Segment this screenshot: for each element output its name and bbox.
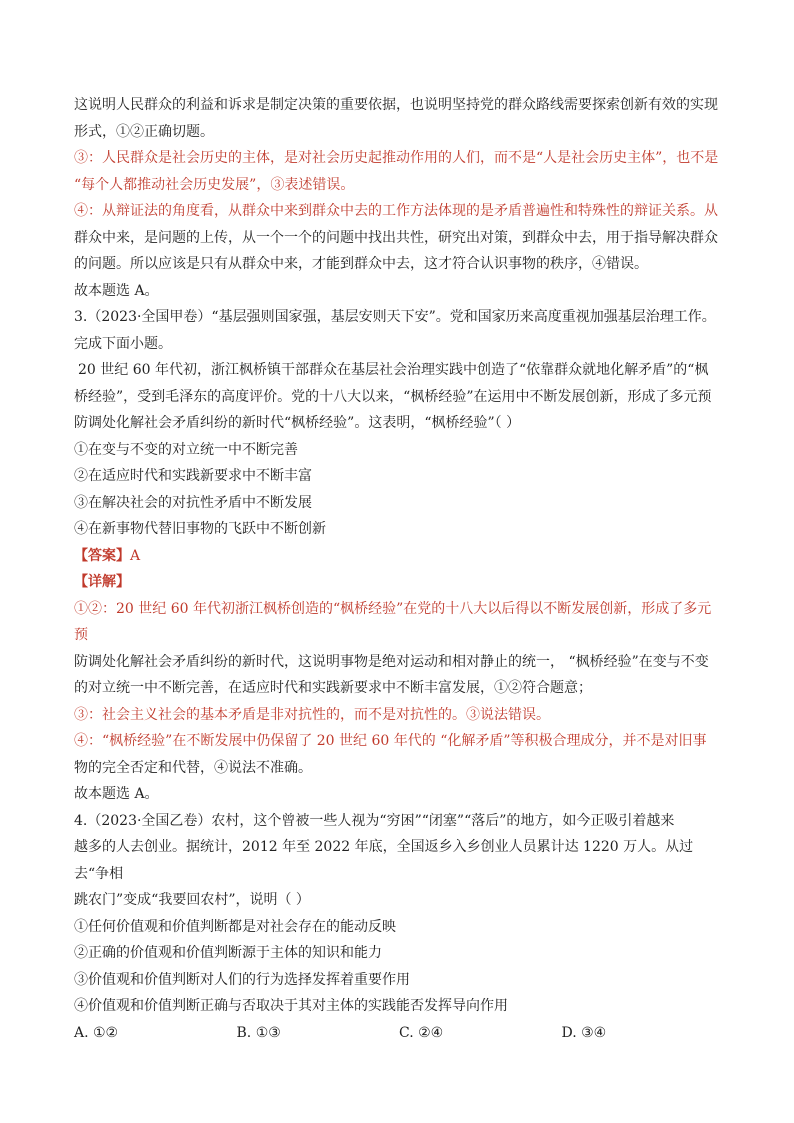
q3-detail-item4-line: 物的完全否定和代替，④说法不准确。 [74,759,312,776]
q3-detail-item3: ③：社会主义社会的基本矛盾是非对抗性的，而不是对抗性的。③说法错误。 [74,706,550,723]
q4-choices [74,1020,724,1047]
prev-item4-line: ④：从辩证法的角度看，从群众中来到群众中去的工作方法体现的是矛盾普遍性和特殊性的辩证关系。从 [74,203,718,219]
answer-label: 【答案】 [74,547,130,564]
detail-label: 【详解】 [74,574,130,590]
q4-option: ③价值观和价值判断对人们的行为选择发挥着重要作用 [74,971,410,988]
q4-title-line: 跳农门”变成“我要回农村”，说明（ ） [74,892,310,908]
q3-title-line: 完成下面小题。 [74,335,172,352]
q4-title-line: 4.（2023·全国乙卷）农村，这个曾被一些人视为“穷困”“闭塞”“落后”的地方，如今正吸引着越来 [74,812,675,829]
q3-option: ③在解决社会的对抗性矛盾中不断发展 [74,494,312,511]
choice-b: B. ①③ [236,1024,281,1041]
q3-detail-line: 防调处化解社会矛盾纠纷的新时代，这说明事物是绝对运动和相对静止的统一， “枫桥经验”在变与不变 [74,653,709,670]
q3-stem-line: 桥经验”，受到毛泽东的高度评价。党的十八大以来，“枫桥经验”在运用中不断发展创新，形成了多元预 [74,388,712,405]
answer-value: A [130,547,141,564]
q3-title-line: 3.（2023·全国甲卷）“基层强则国家强，基层安则天下安”。党和国家历来高度重视加强基层治理工作。 [74,309,716,325]
q3-detail-line: ①②：20 世纪 60 年代初浙江枫桥创造的“枫桥经验”在党的十八大以后得以不断发展创新，形成了多元预 [74,600,712,643]
prev-item4-line: 群众中来，是问题的上传，从一个一个的问题中找出共性，研究出对策，到群众中去，用于指导解决群众 [74,229,718,246]
page-content [74,92,724,1046]
q4-option: ②正确的价值观和价值判断源于主体的知识和能力 [74,945,382,961]
prev-analysis-line: 形式，①②正确切题。 [74,123,214,140]
q3-option: ④在新事物代替旧事物的飞跃中不断创新 [74,521,326,537]
q4-title-line: 越多的人去创业。据统计，2012 年至 2022 年底，全国返乡入乡创业人员累计达 1220 万人。从过去“争相 [74,839,694,882]
prev-analysis-line: 这说明人民群众的利益和诉求是制定决策的重要依据，也说明坚持党的群众路线需要探索创新有效的实现 [74,97,718,113]
choice-d: D. ③④ [561,1024,607,1041]
prev-item4-line: 的问题。所以应该是只有从群众中来，才能到群众中去，这才符合认识事物的秩序，④错误。 [74,256,648,272]
q3-stem-line: 20 世纪 60 年代初，浙江枫桥镇干部群众在基层社会治理实践中创造了“依靠群众就地化解矛盾”的“枫 [78,362,709,378]
q3-stem-line: 防调处化解社会矛盾纠纷的新时代“枫桥经验”。这表明，“枫桥经验”（ ） [74,415,521,431]
q3-conclusion: 故本题选 A。 [74,786,159,802]
prev-conclusion: 故本题选 A。 [74,282,159,299]
q3-option: ②在适应时代和实践新要求中不断丰富 [74,468,312,484]
q3-option: ①在变与不变的对立统一中不断完善 [74,441,298,458]
q3-detail-line: 的对立统一中不断完善，在适应时代和实践新要求中不断丰富发展，①②符合题意； [74,680,592,696]
q3-answer [74,543,724,570]
choice-c: C. ②④ [399,1024,444,1041]
prev-item3-line: ③：人民群众是社会历史的主体，是对社会历史起推动作用的人们，而不是“人是社会历史主体”，也不是 [74,150,719,166]
choice-a: A. ①② [74,1024,119,1041]
q3-detail-item4-line: ④：“枫桥经验”在不断发展中仍保留了 20 世纪 60 年代的 “化解矛盾”等积极合理成分，并不是对旧事 [74,733,707,749]
prev-item3-line: “每个人都推动社会历史发展”，③表述错误。 [74,176,355,193]
q4-option: ④价值观和价值判断正确与否取决于其对主体的实践能否发挥导向作用 [74,998,508,1014]
q4-option: ①任何价值观和价值判断都是对社会存在的能动反映 [74,918,396,935]
